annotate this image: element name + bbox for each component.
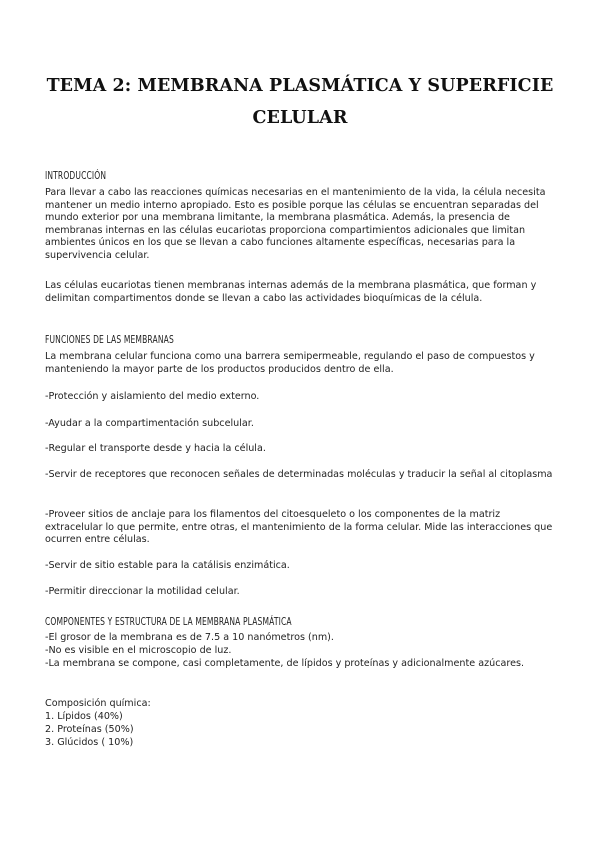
funcion-item: -Servir de sitio estable para la catálisis enzimática. (45, 560, 290, 571)
funcion-item: -Permitir direccionar la motilidad celular. (45, 586, 240, 597)
composicion-label: Composición química: (45, 698, 151, 709)
intro-paragraph-1: Para llevar a cabo las reacciones químicas necesarias en el mantenimiento de la vida, la célula necesita mantener un medio interno apropiado. Esto es posible porque las células se encuentran separadas del mundo exterior por una membrana limitante, la membrana plasmática. Además, la presencia de membranas internas en las células eucariotas proporciona compartimientos adicionales que limitan ambientes únicos en los que se llevan a cabo funciones altamente específicas, necesarias para la supervivencia celular. (45, 187, 546, 261)
composicion-item: 2. Proteínas (50%) (45, 724, 134, 735)
heading-funciones: FUNCIONES DE LAS MEMBRANAS (45, 334, 174, 346)
componentes-line: -El grosor de la membrana es de 7.5 a 10 nanómetros (nm). (45, 632, 334, 643)
heading-componentes: COMPONENTES Y ESTRUCTURA DE LA MEMBRANA PLASMÁTICA (45, 616, 292, 628)
composicion-item: 1. Lípidos (40%) (45, 711, 123, 722)
funciones-intro: La membrana celular funciona como una barrera semipermeable, regulando el paso de compuestos y manteniendo la mayor parte de los productos producidos dentro de ella. (45, 351, 535, 375)
intro-paragraph-2: Las células eucariotas tienen membranas internas además de la membrana plasmática, que forman y delimitan compartimentos donde se llevan a cabo las actividades bioquímicas de la célula. (45, 280, 537, 304)
componentes-line: -La membrana se compone, casi completamente, de lípidos y proteínas y adicionalmente azúcares. (45, 658, 525, 669)
funcion-item: -Servir de receptores que reconocen señales de determinadas moléculas y traducir la señal al citoplasma (45, 469, 553, 480)
composicion-item: 3. Glúcidos ( 10%) (45, 737, 134, 748)
funcion-item: -Regular el transporte desde y hacia la célula. (45, 443, 266, 454)
title-line-1: TEMA 2: MEMBRANA PLASMÁTICA Y SUPERFICIE (46, 76, 554, 96)
componentes-line: -No es visible en el microscopio de luz. (45, 645, 232, 656)
heading-introduccion: INTRODUCCIÓN (45, 170, 107, 182)
funcion-item: -Ayudar a la compartimentación subcelular. (45, 418, 254, 429)
title-line-2: CELULAR (252, 108, 348, 128)
funcion-item: -Proveer sitios de anclaje para los filamentos del citoesqueleto o los componentes de la matriz extracelular lo que permite, entre otras, el mantenimiento de la forma celular. Mide las interacciones que ocurren entre células. (45, 509, 553, 546)
funcion-item: -Protección y aislamiento del medio externo. (45, 391, 260, 402)
